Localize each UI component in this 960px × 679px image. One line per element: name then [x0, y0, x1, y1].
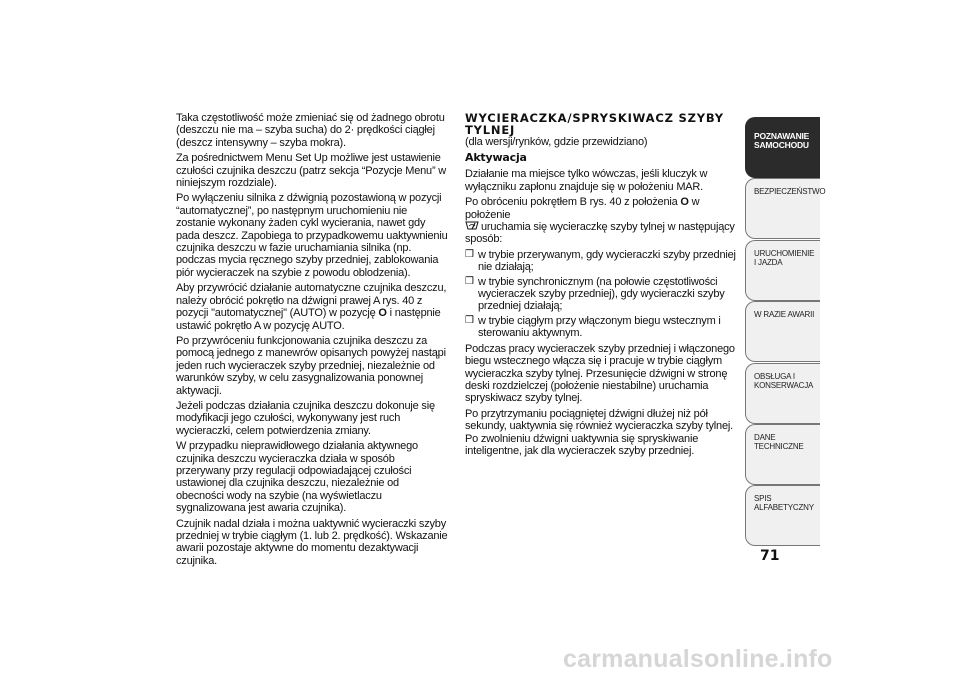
paragraph-text: Aby przywrócić działanie automatyczne czujnika deszczu, należy obrócić pokrętło na dźwigni prawej A rys. 40 z pozycji "automatycznej" (AUTO) w pozycję [176, 282, 447, 320]
left-column [176, 112, 448, 570]
tab-w-razie-awarii[interactable] [745, 301, 820, 362]
checkbox-bullet-icon: ❒ [465, 314, 474, 326]
rear-wiper-icon [465, 221, 479, 231]
tab-label: URUCHOMIENIE I JAZDA [754, 248, 815, 267]
tab-spis-alfabetyczny[interactable] [745, 485, 820, 546]
paragraph-text: uruchamia się wycieraczkę szyby tylnej w następujący sposób: [465, 221, 735, 246]
paragraph: Po przywróceniu funkcjonowania czujnika deszczu za pomocą jednego z manewrów opisanych powyżej nastąpi jeden ruch wycieraczek szyby przedniej, niezależnie od warunków szyby, w celu zasygnalizowania ponownej aktywacji. [176, 334, 446, 397]
tab-label: DANE TECHNICZNE [754, 432, 804, 451]
subsection-heading: Aktywacja [465, 151, 527, 165]
off-position-symbol: O [680, 196, 689, 209]
paragraph-text: w położenie [465, 196, 700, 221]
paragraph: Za pośrednictwem Menu Set Up możliwe jest ustawienie czułości czujnika deszczu (patrz sekcja “Pozycje Menu” w niniejszym rozdziale). [176, 152, 447, 190]
paragraph: Działanie ma miejsce tylko wówczas, jeśli kluczyk w wyłączniku zapłonu znajduje się w położeniu MAR. [465, 168, 708, 193]
tab-dane-techniczne[interactable] [745, 424, 820, 485]
paragraph: Czujnik nadal działa i można uaktywnić wycieraczki szyby przedniej w trybie ciągłym (1. lub 2. prędkość). Wskazanie awarii pozostaje aktywne do momentu dezaktywacji czujnika. [176, 517, 448, 567]
tab-label: OBSŁUGA I KONSERWACJA [754, 371, 814, 390]
tab-label: W RAZIE AWARII [754, 310, 815, 320]
watermark: carmanualsonline.info [563, 645, 833, 673]
paragraph-text: i następnie ustawić pokrętło A w pozycję AUTO. [176, 307, 441, 332]
tab-obsluga-i-konserwacja[interactable] [745, 363, 820, 424]
tab-bezpieczenstwo[interactable] [745, 178, 826, 239]
mode-list [465, 249, 737, 340]
paragraph-text: Po obróceniu pokrętłem B rys. 40 z położenia [465, 196, 681, 209]
right-column [465, 112, 737, 460]
paragraph: Po wyłączeniu silnika z dźwignią pozostawioną w pozycji “automatycznej”, po następnym uruchomieniu nie zostanie wykonany żaden cykl wycierania, nawet gdy pada deszcz. Zapobiega to przypadkowemu uaktywnieniu czujnika deszczu w fazie uruchamiania silnika (np. podczas mycia ręcznego szyby przedniej, zablokowania piór wycieraczek na szybie z powodu oblodzenia). [176, 192, 448, 279]
paragraph: Taka częstotliwość może zmieniać się od żadnego obrotu (deszczu nie ma – szyba sucha) do 2· prędkości ciągłej (deszcz intensywny – szyba mokra). [176, 112, 445, 149]
tab-label: SPIS ALFABETYCZNY [754, 494, 814, 513]
list-item [465, 276, 737, 313]
section-title: WYCIERACZKA/SPRYSKIWACZ SZYBY TYLNEJ [465, 111, 724, 137]
tab-label: POZNAWANIE SAMOCHODU [754, 131, 810, 150]
chapter-tabs [745, 117, 826, 546]
paragraph: Jeżeli podczas działania czujnika deszczu dokonuje się modyfikacji jego czułości, wykonywany jest ruch wycieraczki, celem potwierdzenia zmiany. [176, 399, 435, 437]
paragraph: W przypadku nieprawidłowego działania aktywnego czujnika deszczu wycieraczka działa w sposób przerywany przy regulacji odpowiadającej czułości ustawionej dla czujnika deszczu, niezależnie od obecności wody na szybie (na wyświetlaczu sygnalizowana jest awaria czujnika). [176, 440, 418, 515]
section-subtitle: (dla wersji/rynków, gdzie przewidziano) [465, 136, 648, 148]
list-item [465, 249, 737, 274]
list-item-text: w trybie ciągłym przy włączonym biegu wstecznym i sterowaniu aktywnym. [478, 314, 721, 340]
tab-label: BEZPIECZEŃSTWO [754, 187, 826, 197]
tab-poznawanie-samochodu[interactable] [745, 117, 820, 178]
checkbox-bullet-icon: ❒ [465, 248, 474, 260]
paragraph [465, 196, 737, 246]
list-item-text: w trybie przerywanym, gdy wycieraczki szyby przedniej nie działają; [478, 248, 736, 274]
checkbox-bullet-icon: ❒ [465, 275, 474, 287]
page-number: 71 [760, 548, 780, 564]
paragraph: Podczas pracy wycieraczek szyby przedniej i włączonego biegu wstecznego włącza się i pracuje w trybie ciągłym wycieraczka szyby tylnej. Przesunięcie dźwigni w stronę deski rozdzielczej (położenie niestabilne) uruchamia spryskiwacz szyby tylnej. [465, 342, 735, 405]
tab-uruchomienie-i-jazda[interactable] [745, 240, 820, 301]
off-position-symbol: O [378, 307, 387, 320]
paragraph [176, 282, 448, 332]
paragraph: Po przytrzymaniu pociągniętej dźwigni dłużej niż pół sekundy, uaktywnia się również wycieraczka szyby tylnej. Po zwolnieniu dźwigni uaktywnia się spryskiwanie inteligentne, jak dla wycieraczek szyby przedniej. [465, 407, 733, 457]
list-item [465, 315, 737, 340]
list-item-text: w trybie synchronicznym (na połowie częstotliwości wycieraczek szyby przedniej), gdy wycieraczki szyby przedniej działają; [478, 275, 725, 313]
